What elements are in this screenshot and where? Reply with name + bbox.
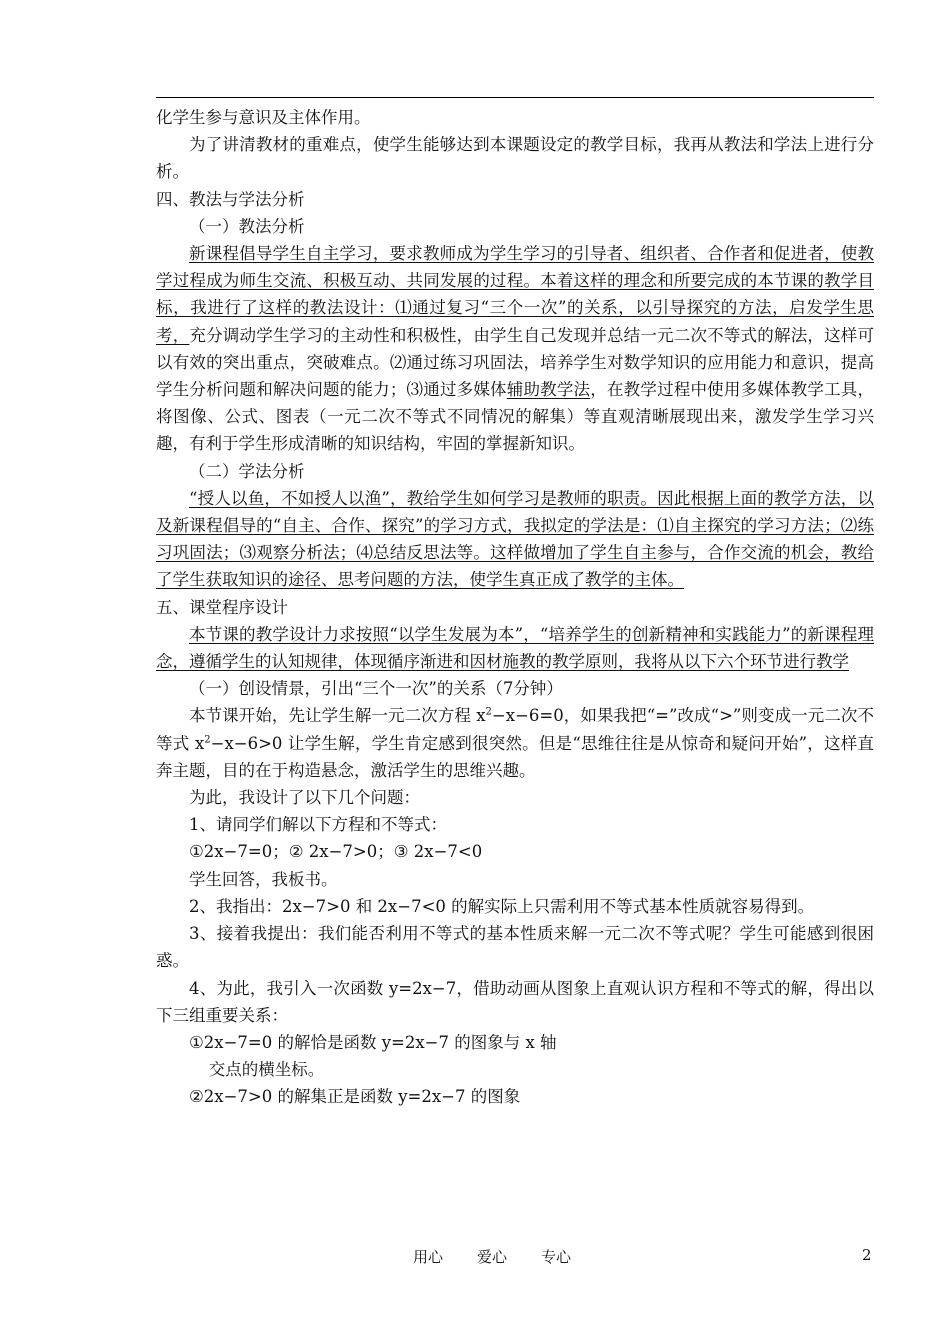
- footer-motto: [413, 1246, 605, 1267]
- list-item: 4、为此，我引入一次函数 y=2x−7，借助动画从图象上直观认识方程和不等式的解，得出以下三组重要关系：: [156, 978, 874, 1025]
- subsection-heading: （二）学法分析: [189, 461, 305, 481]
- underlined-text: 新课程倡导学生自主学习，要求教师成为学生学习的引导者、组织者、合作者和促进者，使教学过程成为师生交流、积极互动、共同发展的过程。本着这样的理念和所要完成的本节课的教学目标，我进行了这样的教法设计：⑴通过复习“三个一次”的关系，以引导探究的方法，启发学生思考，: [156, 244, 874, 345]
- footer-motto-word: 用心: [413, 1248, 444, 1266]
- header-rule: [156, 97, 874, 98]
- paragraph-text: −x−6=0，如果我把“=”改成“>”则变成一元二次不等式 x: [156, 706, 874, 753]
- paragraph-text: 本节课开始，先让学生解一元二次方程 x: [189, 706, 486, 726]
- list-item: ①2x−7=0；② 2x−7>0；③ 2x−7<0: [189, 842, 483, 862]
- paragraph: [156, 621, 874, 675]
- underlined-text: 本节课的教学设计力求按照“以学生发展为本”，“培养学生的创新精神和实践能力”的新课程理念，遵循学生的认知规律，体现循序渐进和因材施教的教学原则，我将从以下六个环节进行教学: [156, 624, 874, 672]
- paragraph-text: −x−6>0 让学生解，学生肯定感到很突然。但是“思维往往是从惊奇和疑问开始”，这样直奔主题，目的在于构造悬念，激活学生的思维兴趣。: [156, 733, 874, 780]
- paragraph: [156, 240, 874, 458]
- footer-motto-word: 爱心: [477, 1248, 508, 1266]
- list-item: 3、接着我提出：我们能否利用不等式的基本性质来解一元二次不等式呢？学生可能感到很困惑。: [156, 924, 874, 971]
- paragraph: 学生回答，我板书。: [189, 869, 338, 889]
- section-heading: 五、课堂程序设计: [156, 597, 288, 617]
- list-item: 1、请同学们解以下方程和不等式：: [189, 815, 447, 835]
- subsection-heading: （一）创设情景，引出“三个一次”的关系（7分钟）: [189, 679, 563, 699]
- underlined-text: 辅助教学法: [506, 380, 591, 400]
- page-number: 2: [862, 1246, 872, 1264]
- superscript: 2: [204, 734, 211, 746]
- footer-motto-word: 专心: [541, 1248, 572, 1266]
- list-item: ②2x−7>0 的解集正是函数 y=2x−7 的图象: [189, 1087, 521, 1107]
- paragraph-text: 充分调动学生学习的主动性和积极性，由学生自己发现并总结一元二次不等式的解法，这样可以有效的突出重点，突破难点。⑵通过练习巩固法，培养学生对数学知识的应用能力和意识，提高学生分析问题和解决问题的能力；⑶通过多媒体: [156, 325, 875, 400]
- list-item: 2、我指出：2x−7>0 和 2x−7<0 的解实际上只需利用不等式基本性质就容易得到。: [189, 896, 815, 916]
- paragraph-text: ，在教学过程中使用多媒体教学工具，将图像、公式、图表（一元二次不等式不同情况的解集）等直观清晰展现出来，激发学生学习兴趣，有利于学生形成清晰的知识结构，牢固的掌握新知识。: [156, 380, 875, 454]
- paragraph: [156, 485, 874, 594]
- list-item: ①2x−7=0 的解恰是函数 y=2x−7 的图象与 x 轴: [189, 1032, 557, 1052]
- document-body: [156, 104, 874, 1111]
- page-footer: [0, 1246, 950, 1270]
- underlined-text: “授人以鱼，不如授人以渔”，教给学生如何学习是教师的职责。因此根据上面的教学方法，以及新课程倡导的“自主、合作、探究”的学习方式，我拟定的学法是：⑴自主探究的学习方法；⑵练习巩固法；⑶观察分析法；⑷总结反思法等。这样做增加了学生自主参与，合作交流的机会，教给了学生获取知识的途径、思考问题的方法，使学生真正成了教学的主体。: [156, 488, 874, 590]
- subsection-heading: （一）教法分析: [189, 216, 305, 236]
- paragraph: [156, 702, 874, 784]
- paragraph: 为了讲清教材的重难点，使学生能够达到本课题设定的教学目标，我再从教法和学法上进行分析。: [156, 135, 874, 182]
- paragraph: 为此，我设计了以下几个问题：: [189, 788, 420, 808]
- paragraph: 化学生参与意识及主体作用。: [156, 108, 371, 127]
- superscript: 2: [485, 706, 492, 718]
- section-heading: 四、教法与学法分析: [156, 189, 305, 209]
- list-item-continuation: 交点的横坐标。: [208, 1060, 325, 1080]
